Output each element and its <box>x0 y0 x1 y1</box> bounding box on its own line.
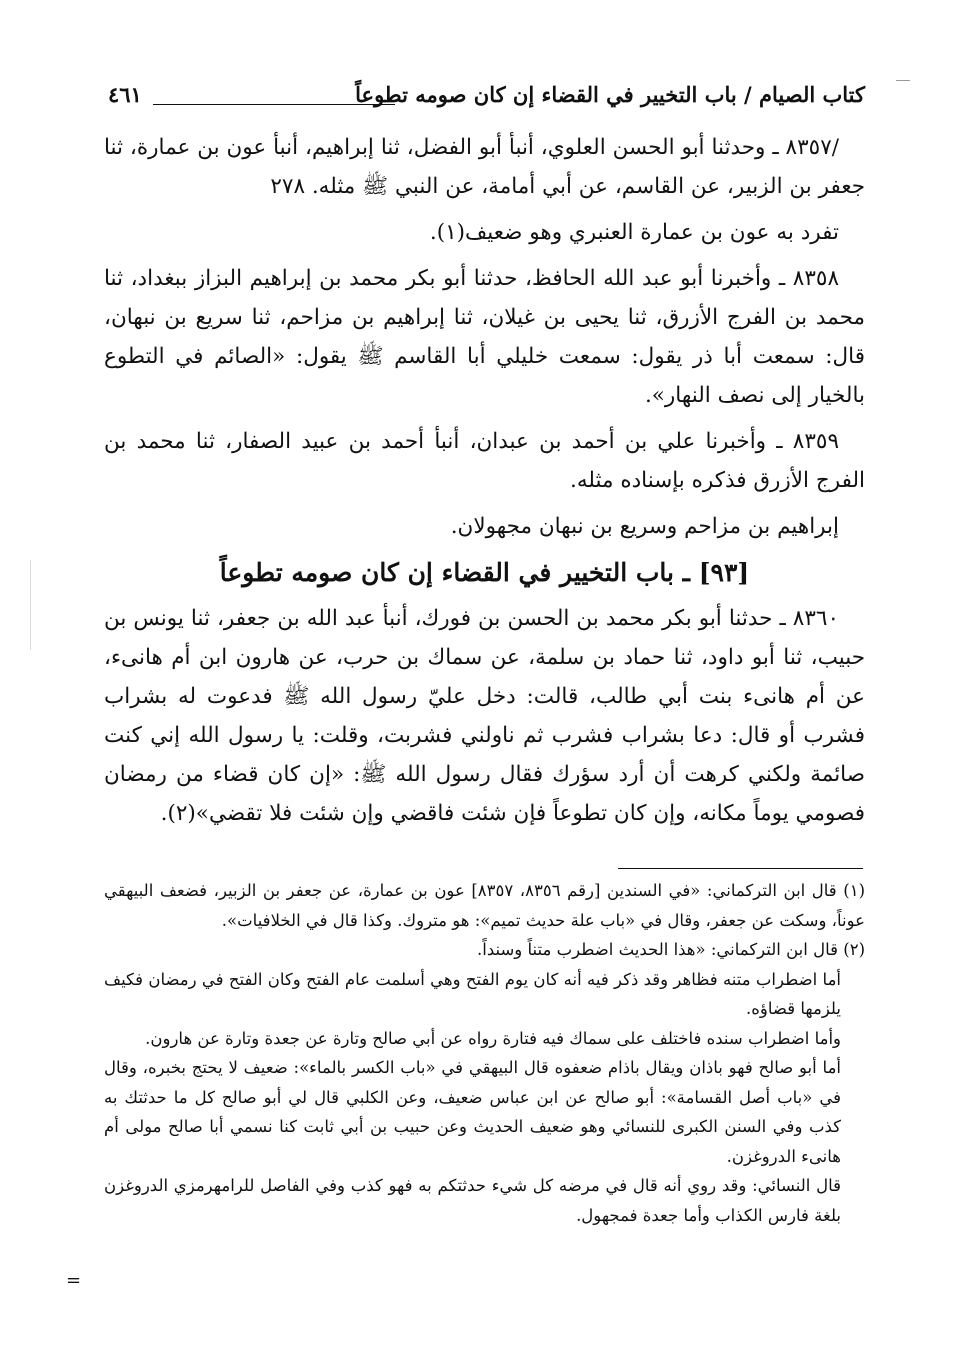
footnote-2-continuation: وأما اضطراب سنده فاختلف على سماك فيه فتارة رواه عن أبي صالح وتارة عن جعدة وتارة عن هارون. <box>145 1028 841 1048</box>
header-rule <box>153 104 395 105</box>
footnote-rule <box>618 868 863 869</box>
footnote-2: (٢) قال ابن التركماني: «هذا الحديث اضطرب متناً وسنداً. <box>477 940 865 959</box>
footnote-1: (١) قال ابن التركماني: «في السندين [رقم ٨٣٥٦، ٨٣٥٧] عون بن عمارة، عن جعفر بن الزبير، فضعف البيهقي عوناً، وسكت عن جعفر، وقال في «باب علة حديث تميم»: هو متروك. وكذا قال في الخلافيات». <box>104 881 865 930</box>
paragraph-8359: ٨٣٥٩ ـ وأخبرنا علي بن أحمد بن عبدان، أنبأ أحمد بن عبيد الصفار، ثنا محمد بن الفرج الأزرق فذكره بإسناده مثله. <box>104 429 865 493</box>
paragraph-8358: ٨٣٥٨ ـ وأخبرنا أبو عبد الله الحافظ، حدثنا أبو بكر محمد بن إبراهيم البزاز ببغداد، ثنا محمد بن الفرج الأزرق، ثنا يحيى بن غيلان، ثنا إبراهيم بن مزاحم، ثنا سريع بن نبهان، قال: سمعت أبا ذر يقول: سمعت خليلي أبا القاسم ﷺ يقول: «الصائم في التطوع بالخيار إلى نصف النهار». <box>104 266 865 408</box>
paragraph-8357: /٨٣٥٧ ـ وحدثنا أبو الحسن العلوي، أنبأ أبو الفضل، ثنا إبراهيم، أنبأ عون بن عمارة، ثنا جعفر بن الزبير، عن القاسم، عن أبي أمامة، عن النبي ﷺ مثله. ٢٧٨ <box>104 135 865 199</box>
paragraph-note-aun: تفرد به عون بن عمارة العنبري وهو ضعيف(١). <box>429 220 839 245</box>
footnote-2-continuation: أما أبو صالح فهو باذان ويقال باذام ضعفوه قال البيهقي في «باب الكسر بالماء»: ضعيف لا يحتج بخبره، وقال في «باب أصل القسامة»: أبو صالح عن ابن عباس ضعيف، وعن الكلبي قال لي أبو صالح كل ما حدثتك به كذب وفي السنن الكبرى للنسائي وهو ضعيف الحديث وعن حبيب بن أبي ثابت كنا نسمي أبا صالح مولى أم هانىء الدروغزن. <box>104 1058 841 1166</box>
footnotes <box>104 876 865 1230</box>
footnote-2-continuation: قال النسائي: وقد روي أنه قال في مرضه كل شيء حدثتكم به فهو كذب وفي الفاصل للرامهرمزي الدروغزن بلغة فارس الكذاب وأما جعدة فمجهول. <box>104 1176 841 1225</box>
paragraph-note-majhul: إبراهيم بن مزاحم وسريع بن نبهان مجهولان. <box>450 514 839 539</box>
main-text <box>104 128 865 840</box>
corner-mark <box>896 80 910 81</box>
scan-edge-mark <box>30 560 31 650</box>
continuation-mark: = <box>66 1270 82 1291</box>
page-number: ٤٦١ <box>108 82 142 107</box>
footnote-2-continuation: أما اضطراب متنه فظاهر وقد ذكر فيه أنه كان يوم الفتح وهي أسلمت عام الفتح وكان الفتح في رمضان فكيف يلزمها قضاؤه. <box>104 969 841 1018</box>
section-heading: [٩٣] ـ باب التخيير في القضاء إن كان صومه تطوعاً <box>219 558 750 587</box>
paragraph-8360: ٨٣٦٠ ـ حدثنا أبو بكر محمد بن الحسن بن فورك، أنبأ عبد الله بن جعفر، ثنا يونس بن حبيب، ثنا أبو داود، ثنا حماد بن سلمة، عن سماك بن حرب، عن هارون ابن أم هانىء، عن أم هانىء بنت أبي طالب، قالت: دخل عليّ رسول الله ﷺ فدعوت له بشراب فشرب أو قال: دعا بشراب فشرب ثم ناولني فشربت، وقلت: يا رسول الله إني كنت صائمة ولكني كرهت أن أرد سؤرك فقال رسول الله ﷺ: «إن كان قضاء من رمضان فصومي يوماً مكانه، وإن كان تطوعاً فإن شئت فاقضي وإن شئت فلا تقضي»(٢). <box>104 606 865 826</box>
running-title: كتاب الصيام / باب التخيير في القضاء إن كان صومه تطوعاً <box>355 82 865 107</box>
running-header <box>108 80 865 116</box>
